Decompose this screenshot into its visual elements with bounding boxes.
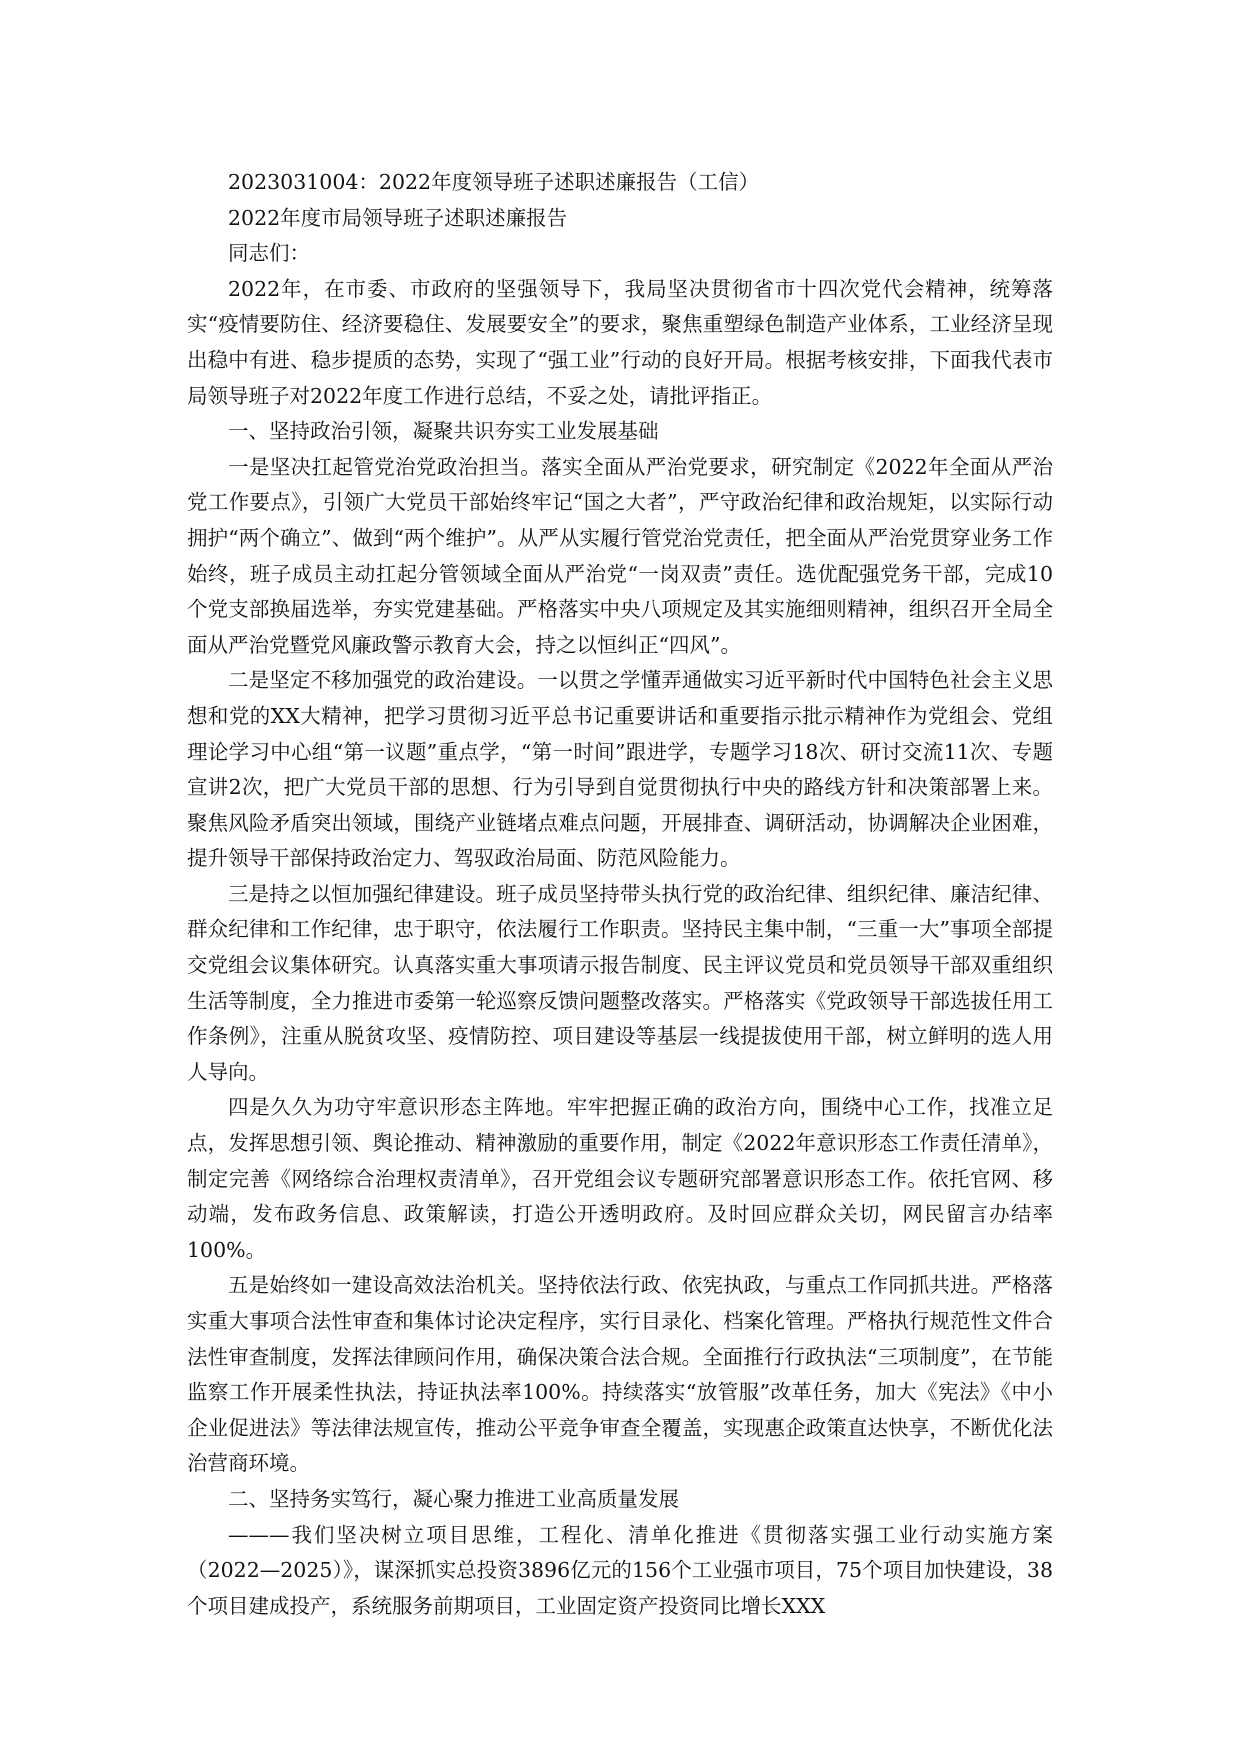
paragraph-party-responsibility: 一是坚决扛起管党治党政治担当。落实全面从严治党要求，研究制定《2022年全面从严治党工作要点》，引领广大党员干部始终牢记“国之大者”，严守政治纪律和政治规矩，以实际行动拥护“两个确立”、做到“两个维护”。从严从实履行管党治党责任，把全面从严治党贯穿业务工作始终，班子成员主动扛起分管领域全面从严治党“一岗双责”责任。选优配强党务干部，完成10个党支部换届选举，夯实党建基础。严格落实中央八项规定及其实施细则精神，组织召开全局全面从严治党暨党风廉政警示教育大会，持之以恒纠正“四风”。	[187, 454, 1053, 657]
report-title: 2022年度市局领导班子述职述廉报告	[228, 205, 568, 230]
paragraph-political-building: 二是坚定不移加强党的政治建设。一以贯之学懂弄通做实习近平新时代中国特色社会主义思想和党的XX大精神，把学习贯彻习近平总书记重要讲话和重要指示批示精神作为党组会、党组理论学习中心组“第一议题”重点学，“第一时间”跟进学，专题学习18次、研讨交流11次、专题宣讲2次，把广大党员干部的思想、行为引导到自觉贯彻执行中央的路线方针和决策部署上来。聚焦风险矛盾突出领域，围绕产业链堵点难点问题，开展排查、调研活动，协调解决企业困难，提升领导干部保持政治定力、驾驭政治局面、防范风险能力。	[187, 668, 1053, 871]
paragraph-projects: ———我们坚决树立项目思维，工程化、清单化推进《贯彻落实强工业行动实施方案（2022—2025）》，谋深抓实总投资3896亿元的156个工业强市项目，75个项目加快建设，38个项目建成投产，系统服务前期项目，工业固定资产投资同比增长XXX	[187, 1522, 1053, 1618]
paragraph-rule-of-law: 五是始终如一建设高效法治机关。坚持依法行政、依宪执政，与重点工作同抓共进。严格落实重大事项合法性审查和集体讨论决定程序，实行目录化、档案化管理。严格执行规范性文件合法性审查制度，发挥法律顾问作用，确保决策合法合规。全面推行行政执法“三项制度”，在节能监察工作开展柔性执法，持证执法率100%。持续落实“放管服”改革任务，加大《宪法》《中小企业促进法》等法律法规宣传，推动公平竞争审查全覆盖，实现惠企政策直达快享，不断优化法治营商环境。	[187, 1273, 1053, 1476]
header-line: 2023031004：2022年度领导班子述职述廉报告（工信）	[228, 170, 760, 194]
paragraph-intro: 2022年，在市委、市政府的坚强领导下，我局坚决贯彻省市十四次党代会精神，统筹落实“疫情要防住、经济要稳住、发展要安全”的要求，聚焦重塑绿色制造产业体系，工业经济呈现出稳中有进、稳步提质的态势，实现了“强工业”行动的良好开局。根据考核安排，下面我代表市局领导班子对2022年度工作进行总结，不妥之处，请批评指正。	[187, 276, 1053, 408]
section-heading-2: 二、坚持务实笃行，凝心聚力推进工业高质量发展	[228, 1486, 679, 1511]
section-heading-1: 一、坚持政治引领，凝聚共识夯实工业发展基础	[228, 419, 659, 444]
document-body	[187, 165, 1053, 1624]
paragraph-discipline: 三是持之以恒加强纪律建设。班子成员坚持带头执行党的政治纪律、组织纪律、廉洁纪律、群众纪律和工作纪律，忠于职守，依法履行工作职责。坚持民主集中制，“三重一大”事项全部提交党组会议集体研究。认真落实重大事项请示报告制度、民主评议党员和党员领导干部双重组织生活等制度，全力推进市委第一轮巡察反馈问题整改落实。严格落实《党政领导干部选拔任用工作条例》，注重从脱贫攻坚、疫情防控、项目建设等基层一线提拔使用干部，树立鲜明的选人用人导向。	[187, 881, 1053, 1084]
paragraph-ideology: 四是久久为功守牢意识形态主阵地。牢牢把握正确的政治方向，围绕中心工作，找准立足点，发挥思想引领、舆论推动、精神激励的重要作用，制定《2022年意识形态工作责任清单》，制定完善《网络综合治理权责清单》，召开党组会议专题研究部署意识形态工作。依托官网、移动端，发布政务信息、政策解读，打造公开透明政府。及时回应群众关切，网民留言办结率100%。	[187, 1095, 1053, 1262]
salutation: 同志们：	[228, 241, 310, 266]
